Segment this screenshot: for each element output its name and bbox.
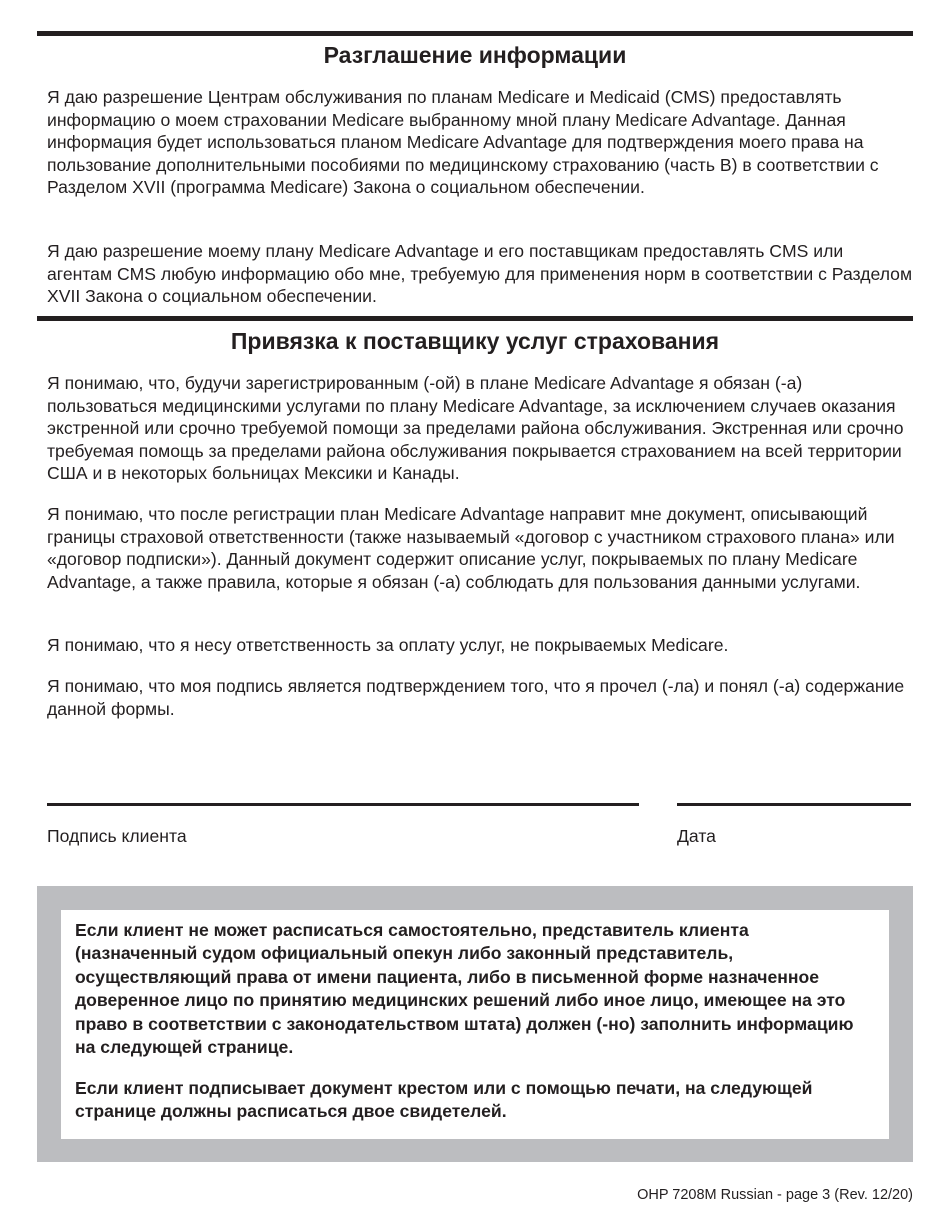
lock-in-paragraph-1: Я понимаю, что, будучи зарегистрированным (-ой) в плане Medicare Advantage я обязан (-а) пользоваться медицинскими услугами по плану Medicare Advantage, за исключением случаев оказания экстренной или срочно требуемой помощи за пределами района обслуживания. Экстренная или срочно требуемая помощь за пределами района обслуживания покрывается страхованием на всей территории США и в некоторых больницах Мексики и Канады. [47, 373, 904, 484]
page-footer: OHP 7208M Russian - page 3 (Rev. 12/20) [637, 1187, 913, 1203]
lock-in-title: Привязка к поставщику услуг страхования [230, 328, 720, 354]
disclosure-paragraph-2: Я даю разрешение моему плану Medicare Advantage и его поставщикам предоставлять CMS или агентам CMS любую информацию обо мне, требуемую для применения норм в соответствии с Разделом XVII Закона о социальном обеспечении. [47, 241, 913, 307]
lock-in-paragraph-2: Я понимаю, что после регистрации план Medicare Advantage направит мне документ, описывающий границы страховой ответственности (также называемый «договор с участником страхового плана» или «договор подписки»). Данный документ содержит описание услуг, покрываемых по плану Medicare Advantage, а также правила, которые я обязан (-а) соблюдать для пользования данными услугами. [47, 504, 895, 592]
client-signature-line[interactable] [47, 803, 639, 806]
section-divider-top [37, 31, 913, 36]
disclosure-paragraph-1: Я даю разрешение Центрам обслуживания по планам Medicare и Medicaid (CMS) предоставлять информацию о моем страховании Medicare выбранному мной плану Medicare Advantage. Данная информация будет использоваться планом Medicare Advantage для подтверждения моего права на пользование дополнительными пособиями по медицинскому страхованию (часть B) в соответствии с Разделом XVII (программа Medicare) Закона о социальном обеспечении. [47, 87, 879, 198]
date-label: Дата [677, 826, 716, 846]
notice-box-content [61, 910, 889, 1139]
date-line[interactable] [677, 803, 911, 806]
lock-in-paragraph-4: Я понимаю, что моя подпись является подтверждением того, что я прочел (-ла) и понял (-а) содержание данной формы. [47, 676, 905, 719]
lock-in-paragraph-3: Я понимаю, что я несу ответственность за оплату услуг, не покрываемых Medicare. [47, 635, 729, 655]
notice-paragraph-1: Если клиент не может расписаться самостоятельно, представитель клиента (назначенный судом официальный опекун либо законный представитель, осуществляющий права от имени пациента, либо в письменной форме назначенное доверенное лицо по принятию медицинских решений либо иное лицо, имеющее на это право в соответствии с законодательством штата) должен (-но) заполнить информацию на следующей странице. [75, 920, 854, 1058]
notice-box [37, 886, 913, 1162]
disclosure-title: Разглашение информации [323, 42, 627, 68]
notice-paragraph-2: Если клиент подписывает документ крестом или с помощью печати, на следующей странице должны расписаться двое свидетелей. [75, 1078, 813, 1122]
client-signature-label: Подпись клиента [47, 826, 187, 846]
section-divider-middle [37, 316, 913, 321]
